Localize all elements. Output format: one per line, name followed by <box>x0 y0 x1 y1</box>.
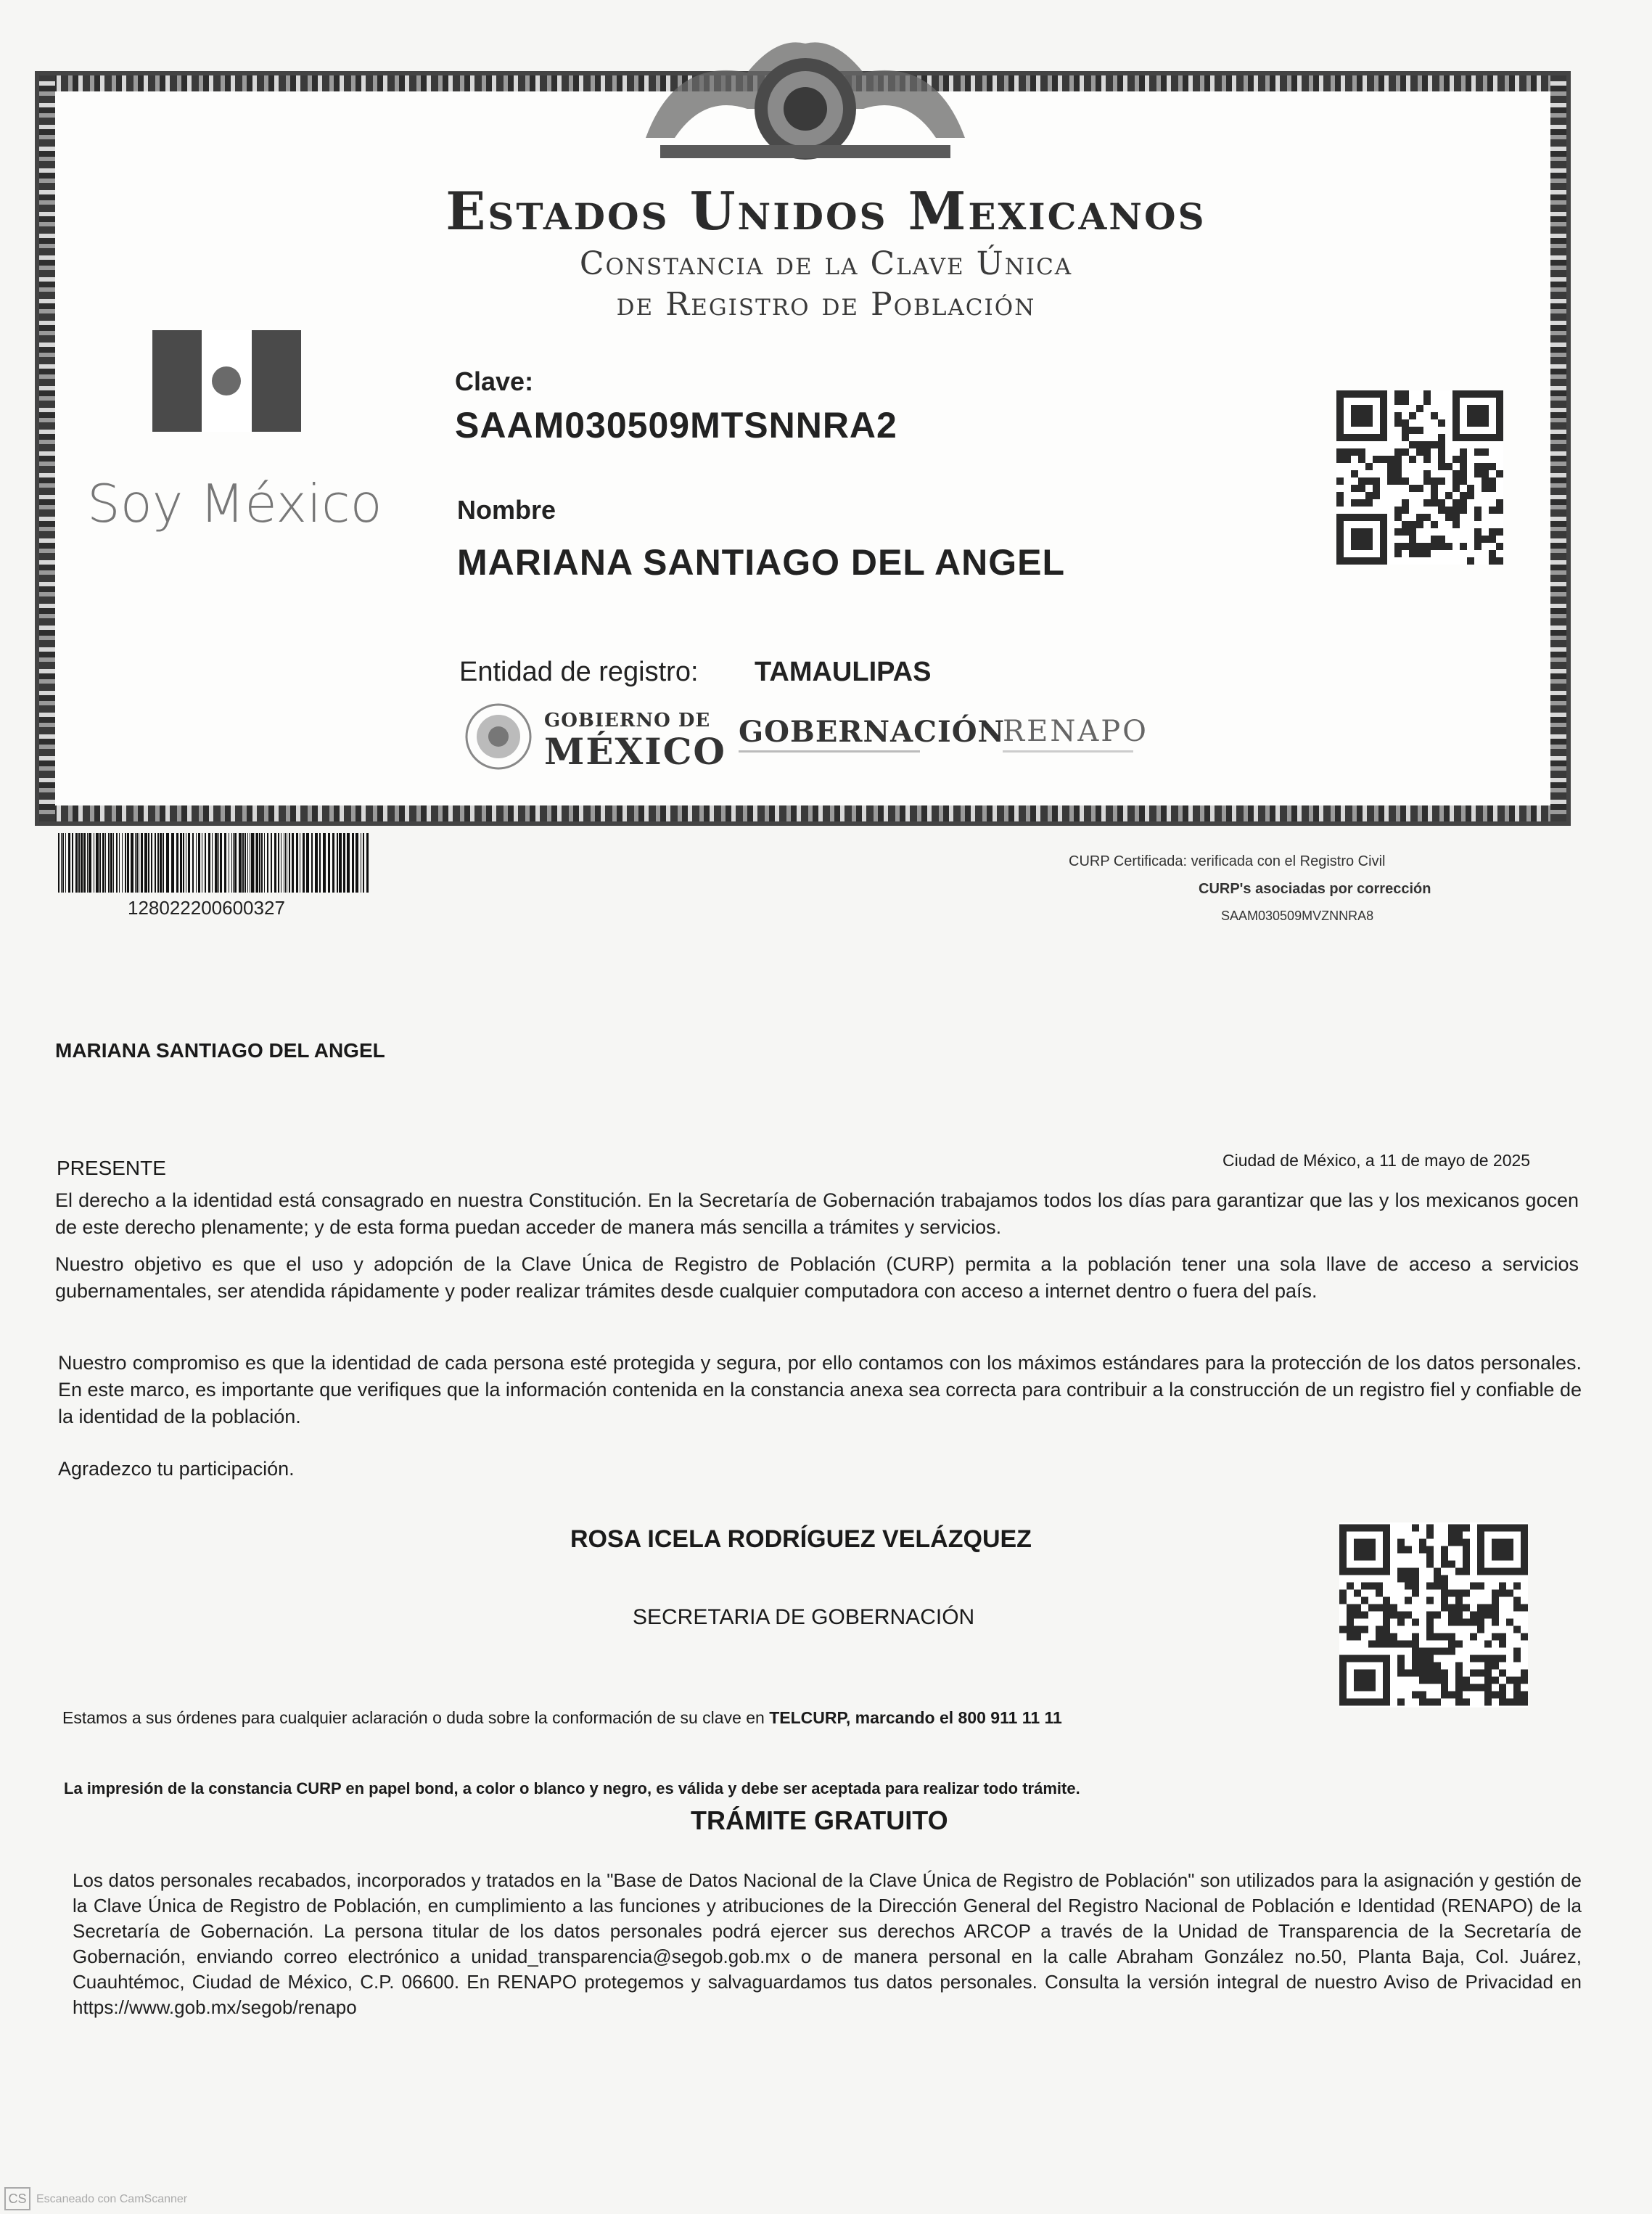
signature-qr-code <box>1339 1522 1528 1707</box>
letter-paragraph-1: El derecho a la identidad está consagrado en nuestra Constitución. En la Secretaría de Gobernación trabajamos todos los días para garantizar que las y los mexicanos gocen de este derecho plenamente; y de esta forma puedan acceder de manera más sencilla a trámites y servicios. <box>55 1189 1579 1238</box>
barcode <box>58 833 370 893</box>
contact-telcurp: TELCURP, marcando el 800 911 11 11 <box>769 1708 1062 1727</box>
gobernacion-logo: GOBERNACIÓN <box>739 715 1006 749</box>
letter-thanks: Agradezco tu participación. <box>58 1458 295 1480</box>
camscanner-badge: CS <box>4 2187 30 2210</box>
nombre-label: Nombre <box>457 495 556 525</box>
letter-paragraph-3: Nuestro compromiso es que la identidad de cada persona esté protegida y segura, por ello contamos con los máximos estándares para la protección de los datos personales. En este marco, es importante que verifiques que la información contenida en la constancia anexa sea correcta para contribuir a la construcción de un registro fiel y confiable de la identidad de la población. <box>58 1352 1582 1427</box>
signer-name: ROSA ICELA RODRÍGUEZ VELÁZQUEZ <box>570 1525 1032 1553</box>
nombre-value: MARIANA SANTIAGO DEL ANGEL <box>457 542 1066 583</box>
curps-asociadas-label: CURP's asociadas por corrección <box>1199 881 1431 897</box>
renapo-logo: RENAPO <box>1003 715 1148 748</box>
camscanner-text: Escaneado con CamScanner <box>36 2193 188 2205</box>
coat-of-arms-emblem <box>631 29 979 174</box>
clave-label: Clave: <box>455 366 534 396</box>
tramite-gratuito: TRÁMITE GRATUITO <box>691 1805 948 1835</box>
signer-title: SECRETARIA DE GOBERNACIÓN <box>633 1605 975 1629</box>
gobierno-logo-line2: MÉXICO <box>544 730 726 773</box>
document-title: Estados Unidos Mexicanos <box>445 180 1207 242</box>
curp-certificada-note: CURP Certificada: verificada con el Registro Civil <box>1069 853 1386 869</box>
letter-recipient: MARIANA SANTIAGO DEL ANGEL <box>55 1039 385 1062</box>
clave-value: SAAM030509MTSNNRA2 <box>455 405 897 446</box>
document-subtitle-line1: Constancia de la Clave Única <box>579 245 1073 282</box>
curp-qr-code <box>1336 390 1503 565</box>
gobierno-seal-icon <box>464 702 533 771</box>
curps-asociadas-value: SAAM030509MVZNNRA8 <box>1221 909 1374 923</box>
letter-date: Ciudad de México, a 11 de mayo de 2025 <box>1222 1151 1531 1170</box>
letter-paragraph-2: Nuestro objetivo es que el uso y adopción de la Clave Única de Registro de Población (CURP) permita a la población tener una sola llave de acceso a servicios gubernamentales, ser atendida rápidamente y poder realizar trámites desde cualquier computadora con acceso a internet dentro o fuera del país. <box>55 1253 1579 1302</box>
contact-text: Estamos a sus órdenes para cualquier aclaración o duda sobre la conformación de su clave en <box>62 1708 765 1727</box>
mexico-flag-icon <box>152 330 301 432</box>
barcode-number: 128022200600327 <box>128 897 285 919</box>
presente-label: PRESENTE <box>57 1157 166 1179</box>
print-notice: La impresión de la constancia CURP en papel bond, a color o blanco y negro, es válida y debe ser aceptada para realizar todo trámite. <box>64 1779 1080 1797</box>
gobierno-logo-line1: GOBIERNO DE <box>544 710 711 731</box>
contact-line <box>62 1708 1062 1728</box>
entidad-label: Entidad de registro: <box>459 657 699 687</box>
entidad-value: TAMAULIPAS <box>755 657 932 687</box>
frame-border-bottom <box>39 805 1566 821</box>
document-subtitle-line2: de Registro de Población <box>616 286 1036 323</box>
gobernacion-logo-underline <box>739 750 920 753</box>
soy-mexico-slogan: Soy México <box>87 473 382 534</box>
renapo-logo-underline <box>1003 750 1133 753</box>
privacy-notice: Los datos personales recabados, incorporados y tratados en la "Base de Datos Nacional de la Clave Única de Registro de Población" son utilizados para la asignación y gestión de la Clave Única de Registro de Población, en cumplimiento a las funciones y atribuciones de la Dirección General del Registro Nacional de Población e Identidad (RENAPO) de la Secretaría de Gobernación. La persona titular de los datos personales podrá ejercer sus derechos ARCOP a través de la Unidad de Transparencia de la Secretaría de Gobernación, enviando correo electrónico a unidad_transparencia@segob.gob.mx o de manera personal en la calle Abraham González no.50, Planta Baja, Col. Juárez, Cuauhtémoc, Ciudad de México, C.P. 06600. En RENAPO protegemos y salvaguardamos tus datos personales. Consulta la versión integral de nuestro Aviso de Privacidad en https://www.gob.mx/segob/renapo <box>73 1869 1582 2018</box>
